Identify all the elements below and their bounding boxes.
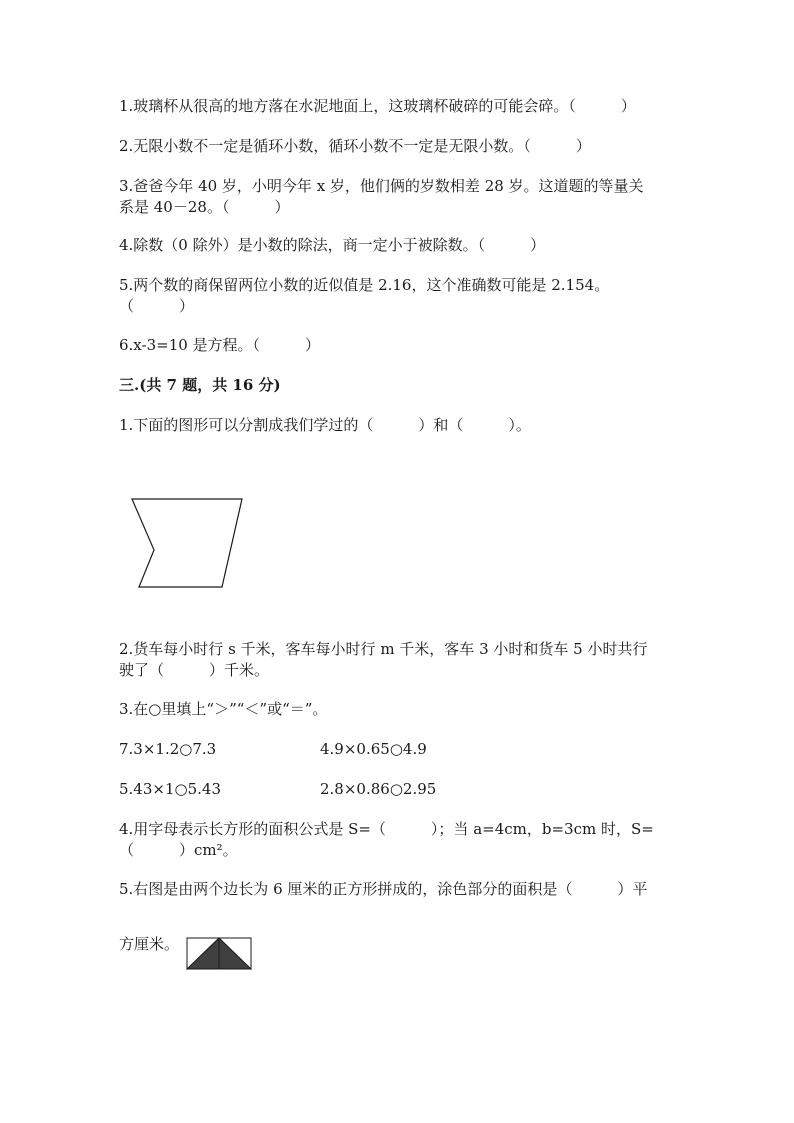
question-3-5-line2: 方厘米。	[119, 935, 180, 953]
section-3-heading: 三.(共 7 题，共 16 分)	[119, 376, 281, 394]
question-3-5-line1: 5.右图是由两个边长为 6 厘米的正方形拼成的，涂色部分的面积是（ ）平	[119, 880, 648, 898]
question-2-5-line2: （ ）	[119, 297, 195, 315]
pentagon-figure	[125, 492, 250, 594]
q3-item-4: 2.8×0.86○2.95	[320, 780, 437, 798]
question-3-2-line2: 驶了（ ）千米。	[119, 661, 270, 679]
question-2-3-line2: 系是 40－28。（ ）	[119, 198, 290, 216]
question-2-4: 4.除数（0 除外）是小数的除法，商一定小于被除数。（ ）	[119, 236, 546, 254]
question-3-1: 1.下面的图形可以分割成我们学过的（ ）和（ ）。	[119, 416, 531, 434]
question-2-2: 2.无限小数不一定是循环小数，循环小数不一定是无限小数。（ ）	[119, 137, 591, 155]
q3-item-2: 4.9×0.65○4.9	[320, 740, 427, 758]
q3-item-1: 7.3×1.2○7.3	[119, 740, 217, 758]
question-2-1: 1.玻璃杯从很高的地方落在水泥地面上，这玻璃杯破碎的可能会碎。（ ）	[119, 97, 636, 115]
question-2-3-line1: 3.爸爸今年 40 岁，小明今年 x 岁，他们俩的岁数相差 28 岁。这道题的等量关	[119, 177, 644, 195]
two-squares-figure	[185, 936, 255, 972]
question-2-5-line1: 5.两个数的商保留两位小数的近似值是 2.16，这个准确数可能是 2.154。	[119, 276, 610, 294]
question-3-4-line2: （ ）cm²。	[119, 841, 238, 859]
question-3-4-line1: 4.用字母表示长方形的面积公式是 S=（ ）；当 a=4cm，b=3cm 时，S=	[119, 820, 654, 838]
q3-item-3: 5.43×1○5.43	[119, 780, 221, 798]
question-3-2-line1: 2.货车每小时行 s 千米，客车每小时行 m 千米，客车 3 小时和货车 5 小时共行	[119, 640, 648, 658]
question-3-3: 3.在○里填上“＞”“＜”或“＝”。	[119, 700, 328, 718]
question-2-6: 6.x-3=10 是方程。（ ）	[119, 336, 321, 354]
